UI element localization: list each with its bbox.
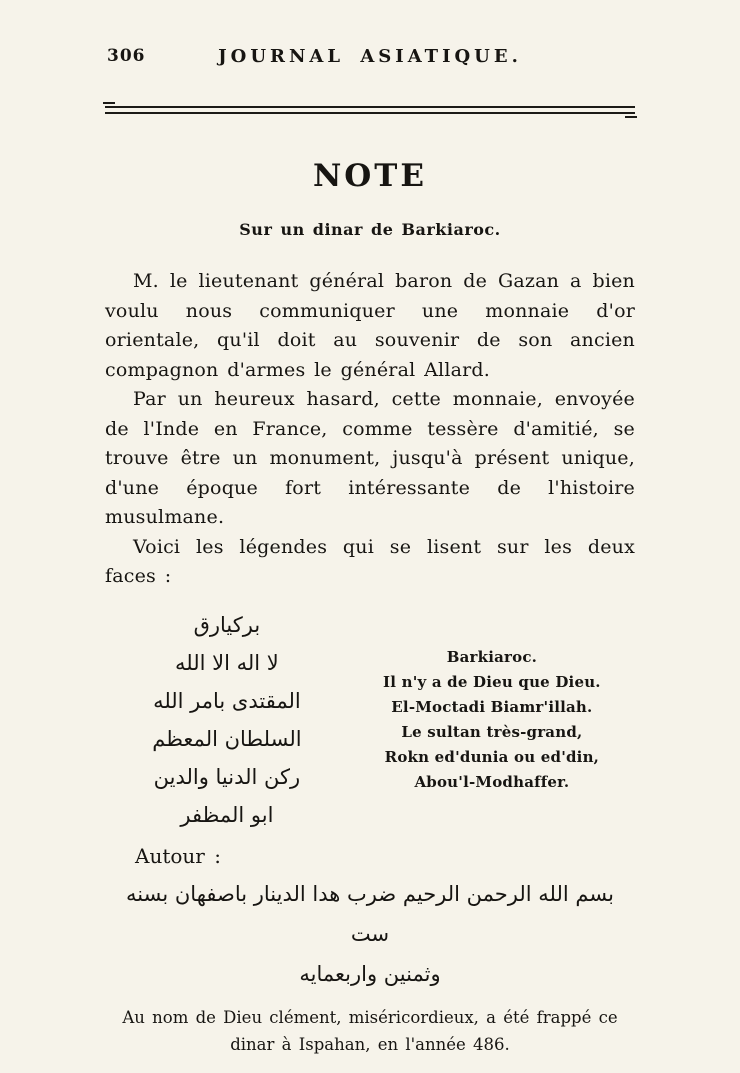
arabic-legend-line: المقتدى بامر الله: [153, 688, 301, 713]
french-legend-column: [349, 645, 635, 795]
journal-title: JOURNAL ASIATIQUE.: [218, 46, 522, 67]
legend-columns: [105, 606, 635, 834]
arabic-legend-line: ركن الدنيا والدين: [153, 764, 301, 789]
header-rule: [105, 106, 635, 114]
french-legend-line: Abou'l-Modhaffer.: [414, 772, 570, 791]
french-legend-line: Le sultan très-grand,: [401, 722, 583, 741]
paragraph-3: Voici les légendes qui se lisent sur les deux faces :: [105, 535, 635, 587]
autour-translation: Au nom de Dieu clément, miséricordieux, a été frappé ce dinar à Ispahan, en l'année 486.: [122, 1007, 618, 1054]
french-legend-line: El-Moctadi Biamr'illah.: [391, 697, 593, 716]
arabic-legend-column: [105, 606, 349, 834]
french-legend-line: Barkiaroc.: [446, 647, 538, 666]
page-number: 306: [107, 46, 146, 66]
autour-arabic-line-2: وثمنين واربعمايه: [299, 961, 441, 986]
note-subtitle: Sur un dinar de Barkiaroc.: [239, 220, 501, 239]
page-header: [105, 46, 635, 72]
arabic-legend-line: بركيارق: [193, 612, 261, 637]
arabic-legend-line: لا اله الا الله: [175, 650, 279, 675]
paragraph-1: M. le lieutenant général baron de Gazan a bien voulu nous communiquer une monnaie d'or orientale, qu'il doit au souvenir de son ancien compagnon d'armes le général Allard.: [105, 270, 635, 381]
autour-label: Autour :: [135, 843, 221, 868]
note-title: NOTE: [312, 158, 428, 194]
french-legend-line: Il n'y a de Dieu que Dieu.: [383, 672, 601, 691]
arabic-legend-line: السلطان المعظم: [152, 726, 302, 751]
arabic-legend-line: ابو المظفر: [180, 802, 274, 827]
paragraph-2: Par un heureux hasard, cette monnaie, envoyée de l'Inde en France, comme tessère d'amitié, se trouve être un monument, jusqu'à présent unique, d'une époque fort intéressante de l'histoire musulmane.: [105, 388, 635, 528]
french-legend-line: Rokn ed'dunia ou ed'din,: [384, 747, 600, 766]
autour-arabic-line-1: بسم الله الرحمن الرحيم ضرب هدا الدينار باصفهان بسنه ست: [126, 881, 614, 946]
